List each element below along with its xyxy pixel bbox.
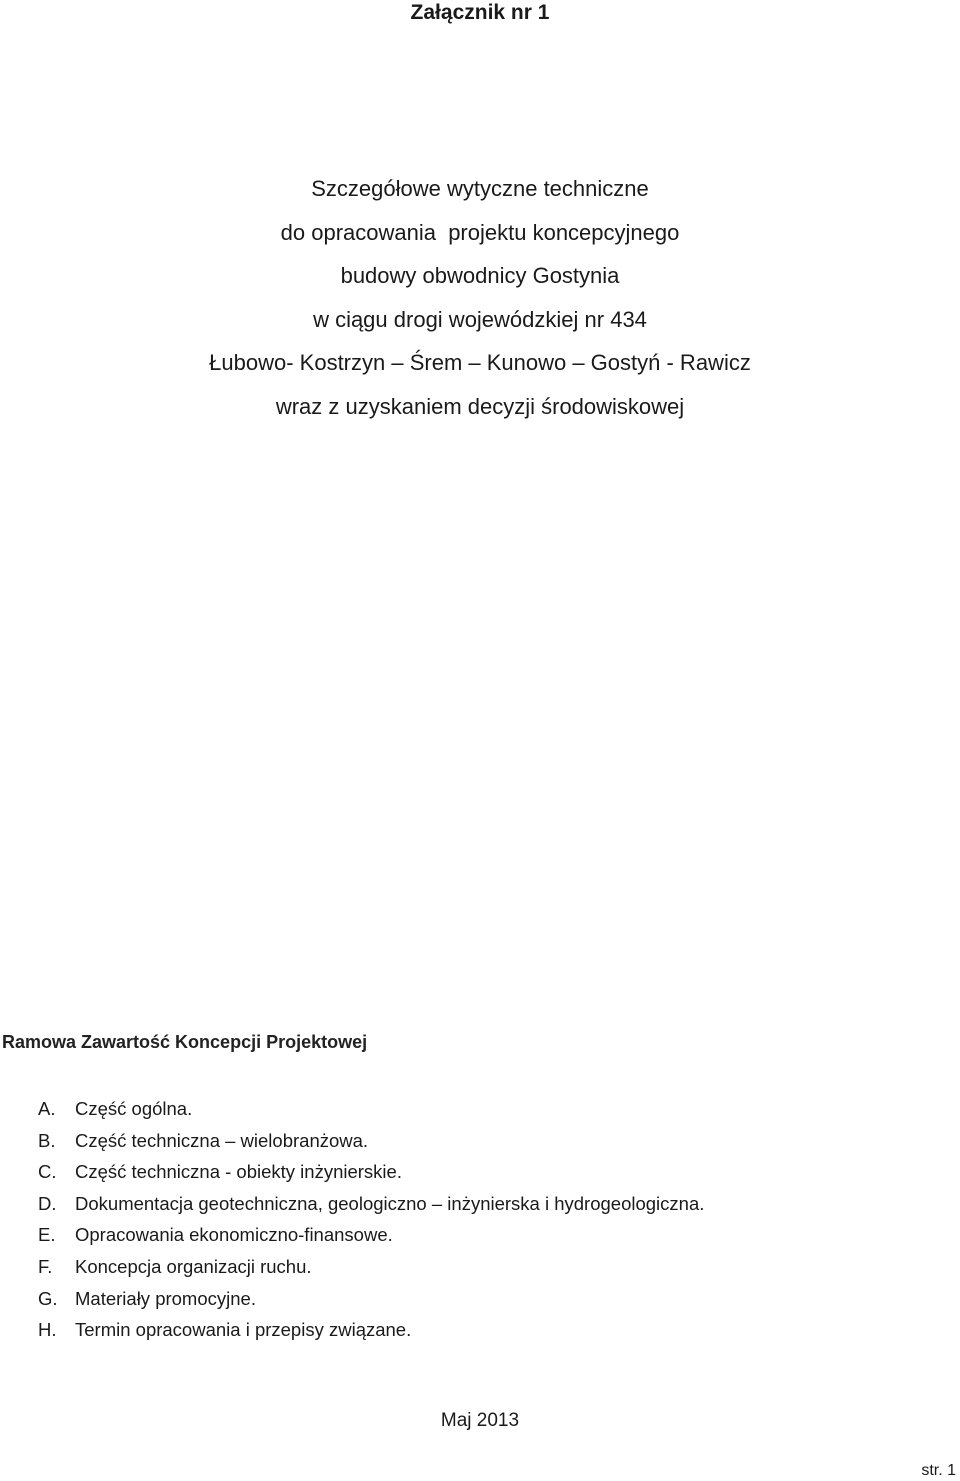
item-letter: H. xyxy=(38,1319,57,1341)
item-letter: D. xyxy=(38,1192,57,1214)
item-letter: C. xyxy=(38,1161,57,1183)
item-text: Materiały promocyjne. xyxy=(75,1287,256,1309)
list-item xyxy=(38,1219,704,1251)
page-number: str. 1 xyxy=(921,1462,956,1479)
list-item xyxy=(38,1093,704,1125)
list-item xyxy=(38,1283,704,1315)
item-text: Dokumentacja geotechniczna, geologiczno – inżynierska i hydrogeologiczna. xyxy=(75,1192,705,1214)
list-item xyxy=(38,1125,704,1157)
item-text: Opracowania ekonomiczno-finansowe. xyxy=(75,1224,393,1246)
annex-label: Załącznik nr 1 xyxy=(410,1,550,24)
item-text: Część techniczna – wielobranżowa. xyxy=(75,1129,369,1151)
title-line: w ciągu drogi wojewódzkiej nr 434 xyxy=(313,306,647,332)
list-item xyxy=(38,1251,704,1283)
item-text: Część ogólna. xyxy=(75,1098,193,1119)
title-line: wraz z uzyskaniem decyzji środowiskowej xyxy=(275,393,685,419)
title-line: do opracowania projektu koncepcyjnego xyxy=(280,219,680,245)
item-letter: B. xyxy=(38,1129,56,1151)
item-text: Część techniczna - obiekty inżynierskie. xyxy=(75,1161,402,1183)
list-item xyxy=(38,1156,704,1188)
list-item xyxy=(38,1314,704,1346)
list-item xyxy=(38,1188,704,1220)
item-text: Koncepcja organizacji ruchu. xyxy=(75,1255,312,1277)
item-text: Termin opracowania i przepisy związane. xyxy=(75,1319,412,1341)
document-date: Maj 2013 xyxy=(440,1410,520,1431)
item-letter: E. xyxy=(38,1224,56,1246)
item-letter: G. xyxy=(38,1287,58,1309)
title-line: Szczegółowe wytyczne techniczne xyxy=(311,176,649,201)
title-line: Łubowo- Kostrzyn – Śrem – Kunowo – Gostyń - Rawicz xyxy=(209,350,751,376)
item-letter: A. xyxy=(38,1098,56,1119)
title-line: budowy obwodnicy Gostynia xyxy=(340,263,620,289)
item-letter: F. xyxy=(38,1255,53,1277)
contents-list xyxy=(38,1093,704,1346)
section-heading: Ramowa Zawartość Koncepcji Projektowej xyxy=(2,1032,368,1052)
document-title xyxy=(0,167,960,429)
